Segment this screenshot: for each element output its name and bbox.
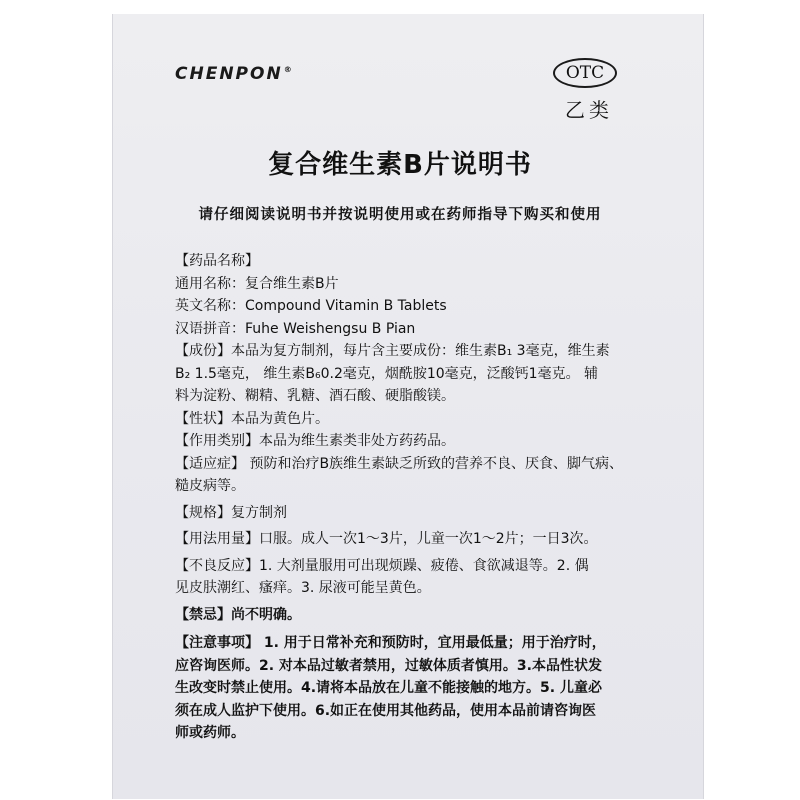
brand-logo: CHENPON® (175, 64, 294, 84)
adverse-reactions-line-2: 见皮肤潮红、瘙痒。3. 尿液可能呈黄色。 (175, 580, 431, 596)
composition-line-2: B₂ 1.5毫克， 维生素B₆0.2毫克，烟酰胺10毫克，泛酸钙1毫克。 辅 (175, 365, 599, 382)
usage-notice: 请仔细阅读说明书并按说明使用或在药师指导下购买和使用 (198, 207, 602, 223)
otc-badge: OTC (553, 58, 617, 88)
otc-class-label: 乙类 (565, 98, 613, 122)
precautions-line-5: 师或药师。 (175, 725, 245, 741)
precautions-line-2: 应咨询医师。2. 对本品过敏者禁用，过敏体质者慎用。3.本品性状发 (175, 657, 602, 674)
precautions-line-1: 【注意事项】 1. 用于日常补充和预防时，宜用最低量；用于治疗时， (175, 635, 606, 651)
leaflet-body (175, 250, 635, 745)
composition-line-1: 【成份】本品为复方制剂，每片含主要成份：维生素B₁ 3毫克，维生素 (175, 343, 610, 359)
pinyin-name: 汉语拼音：Fuhe Weishengsu B Pian (175, 320, 416, 337)
indication-line-1: 【适应症】 预防和治疗B族维生素缺乏所致的营养不良、厌食、脚气病、 (175, 455, 624, 472)
drug-name-heading: 【药品名称】 (175, 253, 259, 269)
precautions-line-3: 生改变时禁止使用。4.请将本品放在儿童不能接触的地方。5. 儿童必 (175, 680, 602, 696)
indication-line-2: 糙皮病等。 (175, 478, 245, 494)
appearance: 【性状】本品为黄色片。 (175, 410, 329, 427)
adverse-reactions-line-1: 【不良反应】1. 大剂量服用可出现烦躁、疲倦、食欲减退等。2. 偶 (175, 557, 589, 574)
precautions-line-4: 须在成人监护下使用。6.如正在使用其他药品，使用本品前请咨询医 (175, 702, 597, 719)
contraindications: 【禁忌】尚不明确。 (175, 606, 301, 623)
document-title: 复合维生素B片说明书 (268, 150, 532, 180)
composition-line-3: 料为淀粉、糊精、乳糖、酒石酸、硬脂酸镁。 (175, 388, 455, 404)
generic-name: 通用名称：复合维生素B片 (175, 275, 339, 292)
category: 【作用类别】本品为维生素类非处方药药品。 (175, 433, 455, 449)
dosage: 【用法用量】口服。成人一次1～3片，儿童一次1～2片；一日3次。 (175, 531, 598, 547)
english-name: 英文名称：Compound Vitamin B Tablets (175, 298, 447, 314)
specification: 【规格】复方制剂 (175, 504, 287, 521)
